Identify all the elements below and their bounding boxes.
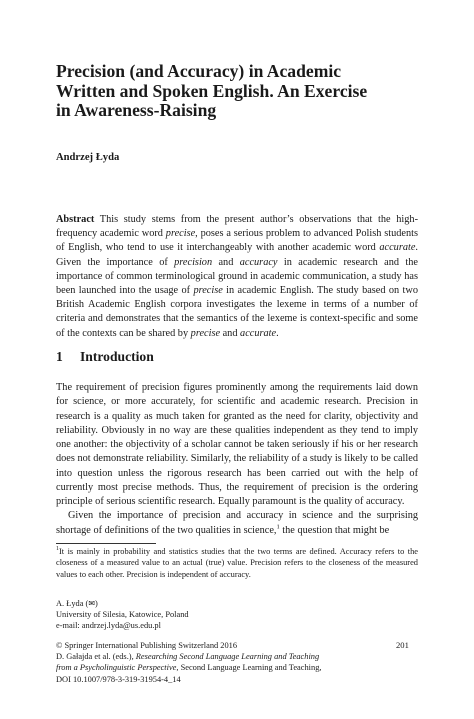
footnote <box>56 546 418 580</box>
footnote-text: It is mainly in probability and statistics studies that the two terms are defined. Accuracy refers to the closeness of a measured value to an actual (true) value. Precision refers to the closeness of the measured values to each other. Precision is independent of accuracy. <box>56 547 418 579</box>
abstract-text: . <box>276 327 279 339</box>
abstract-text: , poses a serious problem to advanced Polish students of English, who tend to use it interchangeably with another academic word <box>56 228 418 254</box>
section-title: Introduction <box>80 349 154 364</box>
abstract-emphasis: precise <box>190 327 221 339</box>
chapter-title <box>56 62 418 121</box>
abstract-text: in academic English. The study based on two British Academic English corpora investigates the lexeme in terms of a number of criteria and demonstrates that the semantics of the lexeme is context-specific and some of the contexts can be shared by <box>56 285 418 339</box>
abstract-emphasis: accuracy <box>239 256 278 268</box>
abstract-emphasis: precise <box>193 285 223 297</box>
affiliation-author: A. Łyda <box>56 599 84 608</box>
abstract-emphasis: precise <box>165 228 196 240</box>
citation-editors: D. Gałajda et al. (eds.), <box>56 652 136 662</box>
copyright-line: © Springer International Publishing Switzerland 2016 <box>56 641 238 650</box>
abstract-text: . Given the importance of <box>56 242 418 268</box>
citation-line <box>56 662 386 673</box>
abstract-label: Abstract <box>56 214 95 225</box>
affiliation-name-line: A. Łyda (✉) <box>56 599 98 608</box>
paragraph-text: Given the importance of precision and accuracy in science and the surprising shortage of definitions of the two qualities in science, <box>56 510 418 536</box>
body-text <box>56 381 418 538</box>
abstract-text: This study stems from the present author’s observations that the high-frequency academic word <box>56 214 418 240</box>
author-affiliation <box>56 598 418 631</box>
citation-book-title: Researching Second Language Learning and Teaching <box>135 652 320 662</box>
footnote-reference[interactable]: 1 <box>276 523 280 531</box>
paragraph: The requirement of precision figures prominently among the requirements laid down for science, or more accurately, for scientific and academic research. Precision in research is a quality as much taken for granted as the need for clarity, objectivity and reliability. Obviously in no way are these qualities independent as they tend to imply one another: the objectivity of a scholar cannot be taken seriously if his or her research does not demonstrate reliability. Similarly, the reliability of a study is likely to be called into question unless the rigorous research has been carried out with the help of currently most precise methods. Thus, the requirement of precision is the ordering principle of serious scientific research. Equally paramount is the quality of accuracy. <box>56 382 418 507</box>
title-line: Precision (and Accuracy) in Academic <box>56 61 342 81</box>
citation-line <box>56 651 386 662</box>
author-name: Andrzej Łyda <box>56 152 120 163</box>
abstract <box>56 213 418 341</box>
affiliation-university: University of Silesia, Katowice, Poland <box>56 610 189 619</box>
envelope-icon: ✉ <box>88 599 96 608</box>
footnote-marker: 1 <box>56 546 59 553</box>
doi-line[interactable]: DOI 10.1007/978-3-319-31954-4_14 <box>56 674 181 684</box>
page-number: 201 <box>396 640 409 650</box>
abstract-emphasis: accurate <box>240 327 277 339</box>
footnote-divider <box>56 543 156 544</box>
title-line: Written and Spoken English. An Exercise <box>56 80 368 101</box>
citation-book-title: from a Psycholinguistic Perspective <box>56 663 177 673</box>
citation-series: , Second Language Learning and Teaching, <box>176 663 322 673</box>
abstract-emphasis: precision <box>174 256 213 268</box>
abstract-text: and <box>212 256 240 268</box>
section-number: 1 <box>56 349 63 364</box>
abstract-body <box>56 214 418 339</box>
section-heading <box>56 349 418 365</box>
abstract-emphasis: accurate <box>379 242 416 254</box>
affiliation-email[interactable]: e-mail: andrzej.lyda@us.edu.pl <box>56 621 161 630</box>
copyright-block <box>56 640 386 685</box>
paragraph <box>56 509 418 538</box>
paragraph-text: the question that might be <box>279 524 390 536</box>
abstract-text: and <box>220 327 241 339</box>
abstract-text: in academic research and the importance of common terminological ground in academic communication, a study has been launched into the usage of <box>56 256 419 297</box>
title-line: in Awareness-Raising <box>56 100 217 120</box>
